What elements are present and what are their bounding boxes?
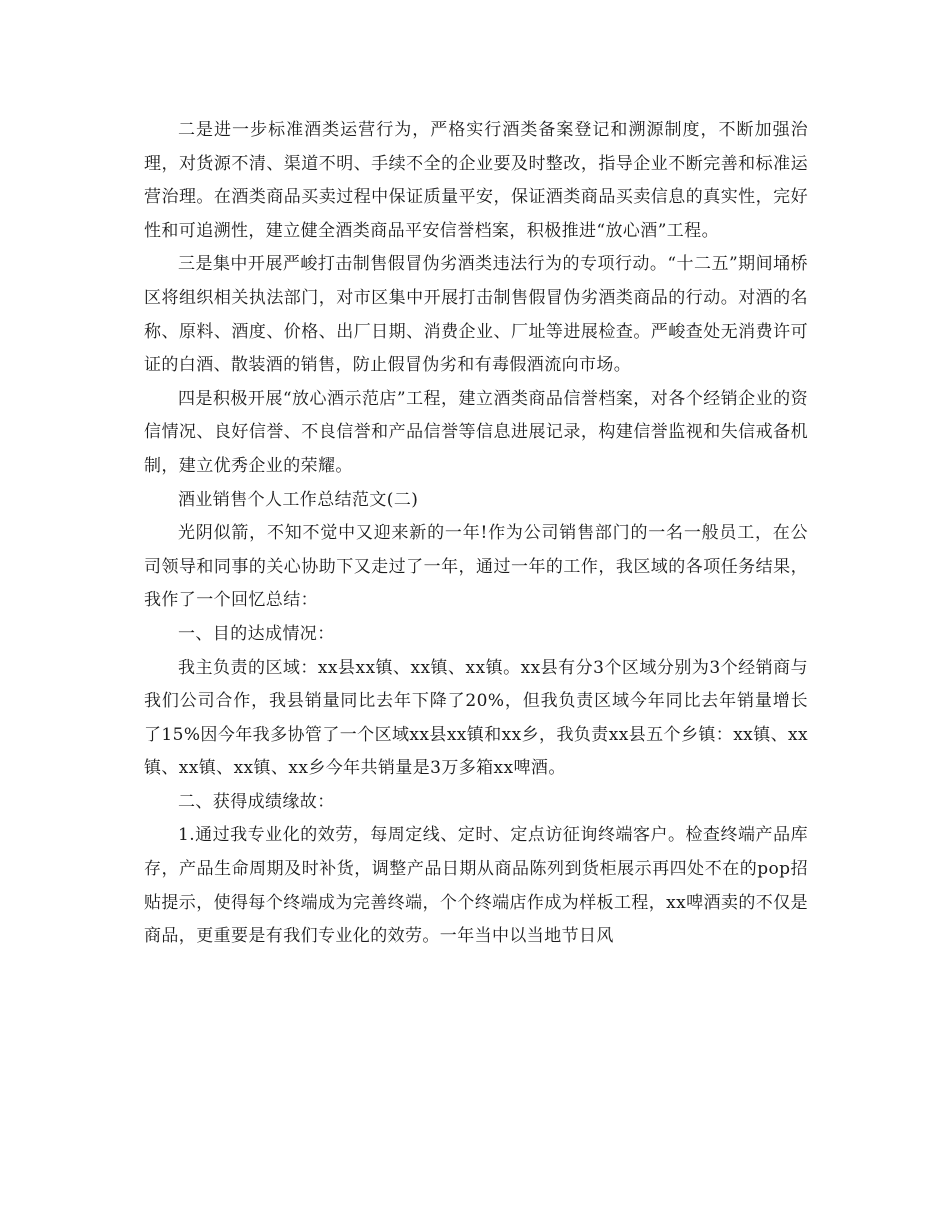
paragraph-goals: 我主负责的区域：xx县xx镇、xx镇、xx镇。xx县有分3个区域分别为3个经销商与我们公司合作，我县销量同比去年下降了20%，但我负责区域今年同比去年销量增长了15%因今年我多协管了一个区域xx县xx镇和xx乡，我负责xx县五个乡镇：xx镇、xx镇、xx镇、xx镇、xx乡今年共销量是3万多箱xx啤酒。	[144, 657, 808, 779]
document-body	[144, 114, 808, 954]
paragraph-point-four: 四是积极开展“放心酒示范店”工程，建立酒类商品信誉档案，对各个经销企业的资信情况、良好信誉、不良信誉和产品信誉等信息进展记录，构建信誉监视和失信戒备机制，建立优秀企业的荣耀。	[144, 388, 808, 476]
section-heading-goals: 一、目的达成情况：	[178, 623, 335, 644]
paragraph-point-two: 二是进一步标准酒类运营行为，严格实行酒类备案登记和溯源制度，不断加强治理，对货源不清、渠道不明、手续不全的企业要及时整改，指导企业不断完善和标准运营治理。在酒类商品买卖过程中保证质量平安，保证酒类商品买卖信息的真实性，完好性和可追溯性，建立健全酒类商品平安信誉档案，积极推进“放心酒”工程。	[144, 120, 808, 241]
paragraph-point-three: 三是集中开展严峻打击制售假冒伪劣酒类违法行为的专项行动。“十二五”期间埇桥区将组织相关执法部门，对市区集中开展打击制售假冒伪劣酒类商品的行动。对酒的名称、原料、酒度、价格、出厂日期、消费企业、厂址等进展检查。严峻查处无消费许可证的白酒、散装酒的销售，防止假冒伪劣和有毒假酒流向市场。	[144, 254, 808, 376]
section-heading-sample-two: 酒业销售个人工作总结范文(二)	[178, 489, 419, 510]
paragraph-reason-one: 1.通过我专业化的效劳，每周定线、定时、定点访征询终端客户。检查终端产品库存，产品生命周期及时补货，调整产品日期从商品陈列到货柜展示再四处不在的pop招贴提示，使得每个终端成为完善终端，个个终端店作成为样板工程，xx啤酒卖的不仅是商品，更重要是有我们专业化的效劳。一年当中以当地节日风	[144, 825, 808, 947]
section-heading-reasons: 二、获得成绩缘故：	[178, 791, 335, 812]
paragraph-intro: 光阴似箭，不知不觉中又迎来新的一年!作为公司销售部门的一名一般员工，在公司领导和同事的关心协助下又走过了一年，通过一年的工作，我区域的各项任务结果，我作了一个回忆总结：	[144, 523, 808, 611]
